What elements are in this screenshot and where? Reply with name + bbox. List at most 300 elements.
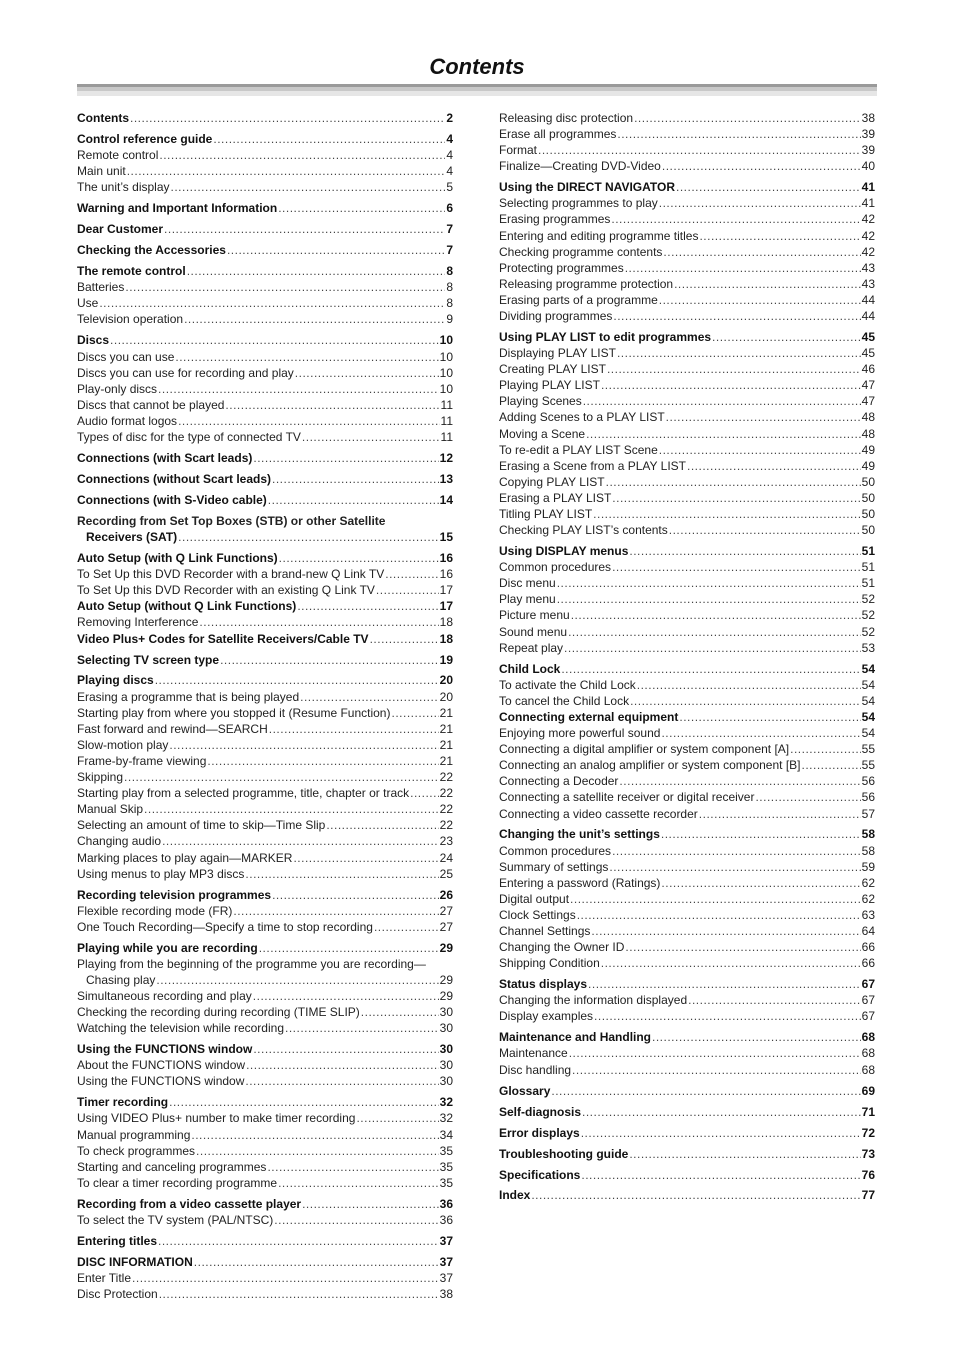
- toc-entry: [77, 614, 453, 630]
- toc-entry: [77, 737, 453, 753]
- toc-page-number: 57: [861, 806, 875, 821]
- toc-page-number: 4: [446, 131, 453, 146]
- toc-heading-entry: [77, 110, 453, 126]
- toc-page-number: 18: [439, 615, 453, 630]
- dot-leader: [564, 640, 861, 656]
- toc-entry: [499, 506, 875, 522]
- dot-leader: [607, 361, 861, 377]
- toc-heading-entry: [77, 332, 453, 348]
- toc-entry-title-continued: Chasing play: [86, 972, 156, 987]
- toc-entry-title: Auto Setup (without Q Link Functions): [77, 599, 297, 614]
- toc-page-number: 45: [861, 346, 875, 361]
- toc-page-number: 51: [861, 576, 875, 591]
- toc-entry-title: Troubleshooting guide: [499, 1146, 629, 1161]
- dot-leader: [659, 195, 861, 211]
- toc-page-number: 22: [439, 786, 453, 801]
- dot-leader: [661, 875, 860, 891]
- toc-heading-entry: [77, 550, 453, 566]
- toc-entry: [77, 785, 453, 801]
- toc-page-number: 6: [446, 201, 453, 216]
- toc-entry-title: To Set Up this DVD Recorder with an existing Q Link TV: [77, 583, 375, 598]
- toc-entry-title: Checking the recording during recording (TIME SLIP): [77, 1005, 360, 1020]
- toc-entry-title: Selecting TV screen type: [77, 652, 220, 667]
- toc-page-number: 41: [861, 180, 875, 195]
- dot-leader: [606, 474, 861, 490]
- toc-entry-title: Flexible recording mode (FR): [77, 903, 233, 918]
- toc-page-number: 45: [861, 330, 875, 344]
- toc-entry-title: Discs that cannot be played: [77, 397, 225, 412]
- toc-heading-entry: [499, 179, 875, 195]
- toc-left-column: [77, 110, 453, 1302]
- dot-leader: [755, 789, 860, 805]
- toc-entry-title: Checking PLAY LIST’s contents: [499, 523, 668, 538]
- toc-heading-entry: [77, 1233, 453, 1249]
- toc-entry-title: Batteries: [77, 280, 125, 295]
- toc-page-number: 66: [861, 940, 875, 955]
- toc-entry-title: Play-only discs: [77, 381, 158, 396]
- toc-entry-title: Using the DIRECT NAVIGATOR: [499, 180, 676, 195]
- dot-leader: [158, 1233, 439, 1249]
- toc-entry-title: Recording from Set Top Boxes (STB) or other Satellite: [77, 513, 386, 528]
- toc-heading-entry: [499, 1029, 875, 1045]
- toc-entry-title: Child Lock: [499, 661, 561, 676]
- dot-leader: [245, 1073, 438, 1089]
- toc-entry-title: Moving a Scene: [499, 426, 586, 441]
- toc-page-number: 62: [861, 891, 875, 906]
- toc-entry: [499, 522, 875, 538]
- toc-entry-title: Using PLAY LIST to edit programmes: [499, 330, 712, 344]
- toc-entry-title: Starting play from where you stopped it (Resume Function): [77, 705, 391, 720]
- toc-entry: [77, 582, 453, 598]
- toc-page-number: 56: [861, 790, 875, 805]
- toc-entry: [77, 1004, 453, 1020]
- dot-leader: [712, 329, 861, 345]
- toc-entry: [77, 365, 453, 381]
- toc-entry: [499, 607, 875, 623]
- dot-leader: [568, 624, 861, 640]
- dot-leader: [699, 806, 861, 822]
- dot-leader: [213, 131, 445, 147]
- dot-leader: [625, 939, 860, 955]
- toc-page-number: 73: [861, 1146, 875, 1161]
- dot-leader: [790, 741, 861, 757]
- toc-page-number: 8: [446, 264, 453, 279]
- toc-page-number: 51: [861, 544, 875, 559]
- toc-page-number: 67: [861, 1009, 875, 1024]
- toc-page-number: 41: [861, 196, 875, 211]
- toc-heading-entry: [499, 709, 875, 725]
- toc-page-number: 30: [439, 1005, 453, 1020]
- toc-entry: [77, 988, 453, 1004]
- toc-entry-title: Connections (with Scart leads): [77, 451, 253, 466]
- toc-entry-title: Clock Settings: [499, 907, 576, 922]
- toc-entry-title: Enjoying more powerful sound: [499, 726, 661, 741]
- dot-leader: [619, 773, 860, 789]
- toc-entry-title: Repeat play: [499, 640, 564, 655]
- toc-entry-title: Format: [499, 143, 538, 158]
- toc-page-number: 76: [861, 1167, 875, 1182]
- dot-leader: [370, 631, 439, 647]
- dot-leader: [272, 887, 439, 903]
- dot-leader: [194, 1254, 439, 1270]
- toc-page-number: 58: [861, 843, 875, 858]
- toc-entry-title: Playing while you are recording: [77, 940, 258, 955]
- toc-page-number: 69: [861, 1083, 875, 1098]
- toc-page-number: 8: [446, 280, 453, 295]
- dot-leader: [278, 1175, 439, 1191]
- toc-page-number: 39: [861, 127, 875, 142]
- dot-leader: [687, 458, 861, 474]
- toc-entry: [77, 1175, 453, 1191]
- toc-entry-title: Checking the Accessories: [77, 243, 226, 258]
- dot-leader: [178, 529, 438, 545]
- toc-entry: [499, 1008, 875, 1024]
- toc-entry-title: Discs you can use for recording and play: [77, 365, 294, 380]
- dot-leader: [629, 1146, 860, 1162]
- page-title: Contents: [429, 54, 525, 79]
- dot-leader: [557, 575, 861, 591]
- toc-entry-title: Using menus to play MP3 discs: [77, 866, 245, 881]
- toc-page-number: 68: [861, 1030, 875, 1045]
- toc-entry: [499, 955, 875, 971]
- toc-entry-title: Using DISPLAY menus: [499, 544, 629, 559]
- toc-page-number: 4: [446, 164, 453, 179]
- dot-leader: [268, 492, 439, 508]
- toc-entry: [499, 110, 875, 126]
- dot-leader: [127, 163, 446, 179]
- toc-page-number: 44: [861, 292, 875, 307]
- toc-page-number: 15: [439, 530, 453, 545]
- toc-entry-title: Dear Customer: [77, 222, 164, 237]
- toc-entry: [499, 939, 875, 955]
- dot-leader: [245, 866, 438, 882]
- toc-heading-entry: [77, 1041, 453, 1057]
- dot-leader: [613, 308, 860, 324]
- toc-entry-title: Entering and editing programme titles: [499, 228, 699, 243]
- toc-heading-entry: [77, 652, 453, 668]
- dot-leader: [617, 345, 861, 361]
- toc-page-number: 32: [439, 1111, 453, 1126]
- dot-leader: [571, 607, 861, 623]
- dot-leader: [169, 737, 438, 753]
- toc-page-number: 72: [861, 1125, 875, 1140]
- dot-leader: [302, 1196, 439, 1212]
- dot-leader: [162, 833, 439, 849]
- toc-entry: [77, 1286, 453, 1302]
- toc-page-number: 27: [439, 919, 453, 934]
- dot-leader: [531, 1187, 860, 1203]
- toc-heading-entry: [77, 242, 453, 258]
- toc-entry: [77, 413, 453, 429]
- toc-heading-entry: [499, 1146, 875, 1162]
- toc-entry: [499, 992, 875, 1008]
- toc-heading-entry: [77, 1254, 453, 1270]
- dot-leader: [159, 1286, 439, 1302]
- toc-page-number: 47: [861, 378, 875, 393]
- toc-entry: [77, 689, 453, 705]
- dot-leader: [130, 110, 445, 126]
- dot-leader: [625, 260, 861, 276]
- toc-entry: [77, 721, 453, 737]
- dot-leader: [688, 992, 861, 1008]
- toc-entry-title: Disc handling: [499, 1062, 572, 1077]
- toc-entry-title: Fast forward and rewind—SEARCH: [77, 721, 268, 736]
- toc-heading-entry: [499, 1083, 875, 1099]
- toc-entry-title: Releasing disc protection: [499, 111, 634, 125]
- toc-entry-title: Connections (without Scart leads): [77, 472, 272, 486]
- toc-page-number: 7: [446, 222, 453, 237]
- toc-entry: [499, 474, 875, 490]
- dot-leader: [300, 689, 439, 705]
- dot-leader: [227, 242, 445, 258]
- toc-page-number: 54: [861, 677, 875, 692]
- toc-entry: [499, 923, 875, 939]
- dot-leader: [302, 429, 440, 445]
- toc-page-number: 36: [439, 1212, 453, 1227]
- dot-leader: [637, 677, 861, 693]
- toc-entry-title: Using the FUNCTIONS window: [77, 1042, 253, 1057]
- toc-page-number: 67: [861, 993, 875, 1008]
- toc-entry: [77, 1212, 453, 1228]
- dot-leader: [267, 1159, 438, 1175]
- dot-leader: [551, 1083, 860, 1099]
- toc-entry-title: Sound menu: [499, 624, 568, 639]
- toc-entry: [499, 1045, 875, 1061]
- dot-leader: [572, 1062, 861, 1078]
- dot-leader: [361, 1004, 439, 1020]
- toc-entry: [77, 753, 453, 769]
- dot-leader: [196, 1143, 439, 1159]
- toc-entry-title-continued: Receivers (SAT): [86, 530, 178, 545]
- toc-page-number: 30: [439, 1058, 453, 1073]
- toc-entry: [77, 1159, 453, 1175]
- dot-leader: [538, 142, 861, 158]
- toc-entry-title: Frame-by-frame viewing: [77, 753, 207, 768]
- toc-page-number: 64: [861, 924, 875, 939]
- toc-page-number: 2: [446, 111, 453, 125]
- toc-heading-entry: [77, 200, 453, 216]
- toc-entry: [77, 769, 453, 785]
- dot-leader: [385, 566, 438, 582]
- dot-leader: [144, 801, 439, 817]
- toc-entry-title: Erasing parts of a programme: [499, 292, 658, 307]
- toc-page-number: 48: [861, 410, 875, 425]
- dot-leader: [581, 1167, 860, 1183]
- dot-leader: [601, 955, 861, 971]
- toc-entry-title: Connecting external equipment: [499, 709, 679, 724]
- toc-entry: [77, 903, 453, 919]
- toc-heading-entry: [77, 263, 453, 279]
- toc-entry: [499, 859, 875, 875]
- dot-leader: [278, 200, 445, 216]
- toc-heading-entry: [499, 329, 875, 345]
- toc-page-number: 18: [439, 631, 453, 646]
- toc-entry: [499, 789, 875, 805]
- toc-entry: [499, 693, 875, 709]
- dot-leader: [220, 652, 439, 668]
- toc-entry: [499, 741, 875, 757]
- toc-page-number: 10: [439, 333, 453, 348]
- toc-entry: [499, 757, 875, 773]
- toc-entry: [499, 292, 875, 308]
- dot-leader: [297, 598, 438, 614]
- toc-page-number: 38: [861, 111, 875, 125]
- dot-leader: [99, 295, 445, 311]
- toc-entry-title: Remote control: [77, 148, 159, 163]
- toc-entry-title: Erasing programmes: [499, 212, 611, 227]
- toc-page-number: 23: [439, 834, 453, 849]
- toc-page-number: 42: [861, 228, 875, 243]
- dot-leader: [184, 311, 445, 327]
- toc-page-number: 50: [861, 523, 875, 538]
- toc-entry: [77, 381, 453, 397]
- toc-page-number: 10: [439, 381, 453, 396]
- toc-heading-entry: [77, 631, 453, 647]
- toc-page-number: 27: [439, 903, 453, 918]
- dot-leader: [233, 903, 438, 919]
- toc-heading-entry: [77, 887, 453, 903]
- toc-entry: [499, 195, 875, 211]
- dot-leader: [259, 940, 439, 956]
- toc-entry: [499, 361, 875, 377]
- toc-entry: [77, 919, 453, 935]
- toc-page-number: 16: [439, 551, 453, 566]
- toc-entry: [77, 850, 453, 866]
- toc-entry: [77, 866, 453, 882]
- toc-entry: [77, 279, 453, 295]
- toc-entry: [77, 1270, 453, 1286]
- dot-leader: [570, 891, 861, 907]
- toc-page-number: 52: [861, 608, 875, 623]
- toc-page-number: 52: [861, 592, 875, 607]
- toc-entry: [499, 591, 875, 607]
- toc-page-number: 25: [439, 866, 453, 881]
- toc-page-number: 38: [439, 1287, 453, 1302]
- toc-page-number: 47: [861, 394, 875, 409]
- toc-page-number: 43: [861, 276, 875, 291]
- toc-page-number: 37: [439, 1233, 453, 1248]
- toc-page-number: 35: [439, 1159, 453, 1174]
- dot-leader: [374, 919, 439, 935]
- toc-entry-title: Auto Setup (with Q Link Functions): [77, 551, 278, 566]
- toc-page-number: 54: [861, 661, 875, 676]
- dot-leader: [669, 522, 861, 538]
- toc-entry-title: Specifications: [499, 1167, 581, 1182]
- toc-entry-title: Self-diagnosis: [499, 1104, 582, 1119]
- dot-leader: [601, 377, 861, 393]
- toc-entry-title: Finalize—Creating DVD-Video: [499, 159, 661, 174]
- dot-leader: [125, 279, 445, 295]
- toc-page-number: 22: [439, 770, 453, 785]
- toc-entry-title: Releasing programme protection: [499, 276, 674, 291]
- toc-page-number: 24: [439, 850, 453, 865]
- toc-entry-title: Entering titles: [77, 1233, 158, 1248]
- toc-page-number: 37: [439, 1271, 453, 1285]
- toc-entry: [499, 142, 875, 158]
- dot-leader: [376, 582, 439, 598]
- toc-entry-title: To re-edit a PLAY LIST Scene: [499, 442, 658, 457]
- dot-leader: [207, 753, 438, 769]
- toc-entry: [499, 126, 875, 142]
- toc-entry-title: Status displays: [499, 977, 588, 992]
- dot-leader: [634, 110, 861, 126]
- dot-leader: [661, 826, 861, 842]
- toc-entry-title: Audio format logos: [77, 413, 178, 428]
- dot-leader: [577, 907, 861, 923]
- toc-entry-title: Erasing a PLAY LIST: [499, 490, 612, 505]
- toc-page-number: 20: [439, 673, 453, 688]
- toc-page-number: 51: [861, 560, 875, 575]
- toc-page-number: 11: [440, 413, 453, 428]
- toc-heading-entry: [499, 1125, 875, 1141]
- toc-heading-entry: [77, 450, 453, 466]
- toc-page-number: 11: [440, 397, 453, 412]
- toc-entry-title: Disc menu: [499, 576, 556, 591]
- toc-entry: [499, 244, 875, 260]
- toc-entry-title: Play menu: [499, 592, 556, 607]
- toc-entry-title: To cancel the Child Lock: [499, 693, 630, 708]
- toc-entry-title: Common procedures: [499, 560, 612, 575]
- dot-leader: [609, 859, 860, 875]
- toc-entry-title: Checking programme contents: [499, 244, 663, 259]
- dot-leader: [557, 591, 861, 607]
- dot-leader: [293, 850, 438, 866]
- toc-page-number: 56: [861, 774, 875, 789]
- dot-leader: [661, 725, 860, 741]
- toc-entry: [499, 575, 875, 591]
- toc-page-number: 48: [861, 426, 875, 441]
- dot-leader: [246, 1057, 439, 1073]
- dot-leader: [124, 769, 439, 785]
- toc-page-number: 42: [861, 244, 875, 259]
- dot-leader: [561, 661, 860, 677]
- toc-page-number: 42: [861, 212, 875, 227]
- toc-entry-title: Changing the Owner ID: [499, 940, 625, 955]
- toc-entry-title: Connecting a Decoder: [499, 774, 619, 789]
- toc-entry: [77, 956, 453, 988]
- toc-page-number: 22: [439, 818, 453, 833]
- toc-entry-title: Erasing a programme that is being played: [77, 689, 300, 704]
- toc-entry: [77, 1127, 453, 1143]
- toc-entry: [77, 566, 453, 582]
- toc-entry-title: Using the FUNCTIONS window: [77, 1074, 245, 1089]
- toc-entry-title: Picture menu: [499, 608, 570, 623]
- toc-entry: [499, 773, 875, 789]
- toc-entry-title: Enter Title: [77, 1271, 132, 1285]
- toc-entry-title: Adding Scenes to a PLAY LIST: [499, 410, 665, 425]
- toc-page-number: 32: [439, 1095, 453, 1110]
- toc-page-number: 68: [861, 1062, 875, 1077]
- toc-entry-title: Connecting a digital amplifier or system component [A]: [499, 742, 790, 757]
- dot-leader: [663, 244, 860, 260]
- toc-page-number: 54: [861, 693, 875, 708]
- toc-entry-title: Error displays: [499, 1125, 580, 1140]
- dot-leader: [569, 1045, 861, 1061]
- dot-leader: [187, 263, 446, 279]
- toc-page-number: 77: [861, 1188, 875, 1203]
- toc-entry-title: Starting and canceling programmes: [77, 1159, 267, 1174]
- toc-entry-title: DISC INFORMATION: [77, 1254, 193, 1269]
- toc-page-number: 50: [861, 490, 875, 505]
- toc-entry-title: Main unit: [77, 164, 126, 179]
- dot-leader: [679, 709, 860, 725]
- dot-leader: [586, 426, 861, 442]
- toc-entry: [77, 163, 453, 179]
- toc-page-number: 40: [861, 159, 875, 174]
- toc-entry: [77, 1073, 453, 1089]
- dot-leader: [802, 757, 861, 773]
- dot-leader: [659, 292, 861, 308]
